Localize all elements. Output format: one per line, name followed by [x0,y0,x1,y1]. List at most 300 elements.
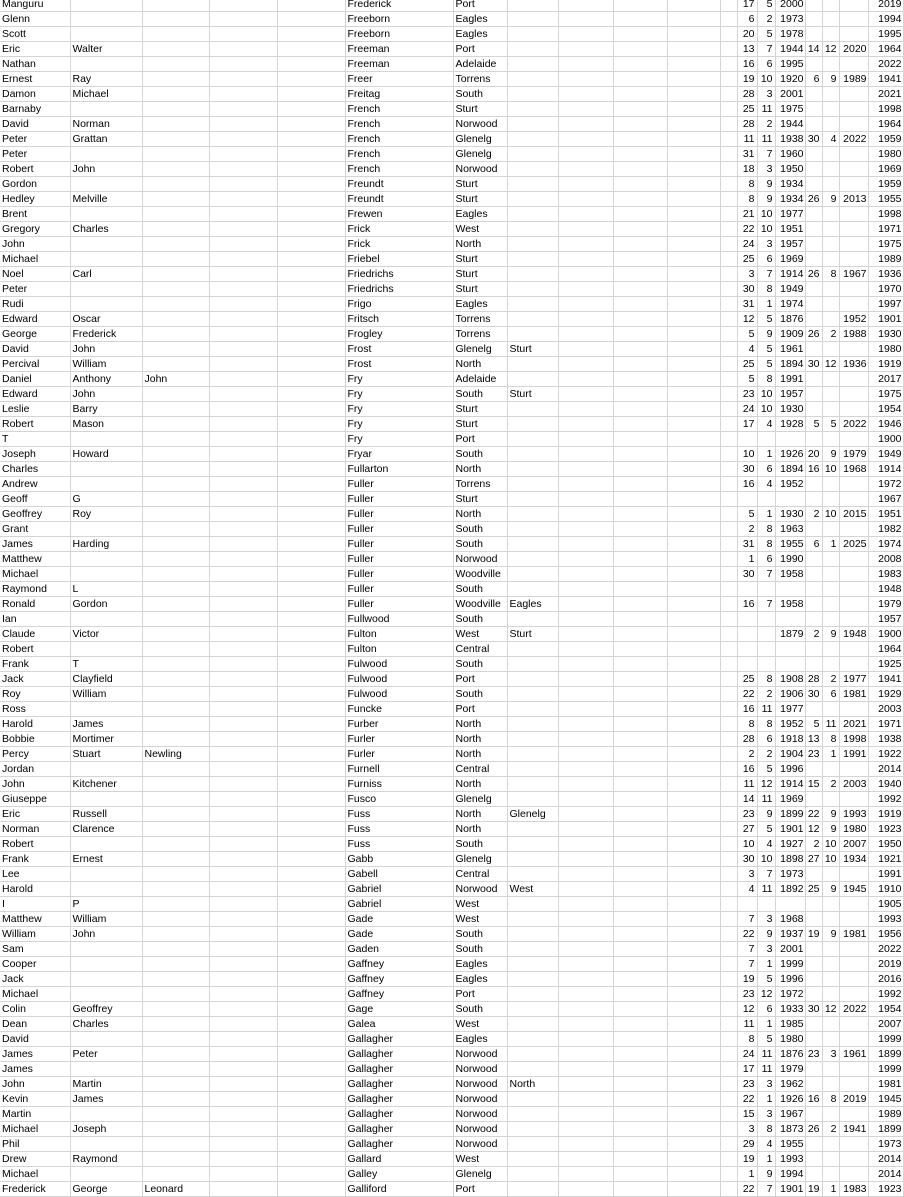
cell[interactable] [277,162,345,177]
cell[interactable]: 1992 [868,792,903,807]
cell[interactable]: Jack [0,672,70,687]
cell[interactable] [558,1137,613,1152]
cell[interactable] [839,162,868,177]
cell[interactable] [805,567,822,582]
cell[interactable] [558,882,613,897]
cell[interactable] [507,417,558,432]
cell[interactable] [805,342,822,357]
cell[interactable] [805,87,822,102]
cell[interactable]: 10 [757,72,775,87]
cell[interactable]: Fuller [345,492,453,507]
cell[interactable]: 26 [805,267,822,282]
cell[interactable]: 10 [757,387,775,402]
cell[interactable]: 1955 [775,1137,805,1152]
cell[interactable]: Jordan [0,762,70,777]
cell[interactable]: 10 [757,222,775,237]
cell[interactable]: 12 [822,357,839,372]
cell[interactable] [142,1047,209,1062]
cell[interactable]: 2001 [775,942,805,957]
cell[interactable] [209,282,277,297]
cell[interactable] [775,642,805,657]
cell[interactable]: 9 [757,327,775,342]
cell[interactable]: 1983 [868,567,903,582]
cell[interactable] [558,12,613,27]
cell[interactable] [667,12,720,27]
cell[interactable] [667,237,720,252]
cell[interactable] [507,582,558,597]
cell[interactable]: Fuller [345,582,453,597]
cell[interactable]: Fuller [345,507,453,522]
cell[interactable]: 1969 [868,162,903,177]
cell[interactable]: 9 [757,807,775,822]
cell[interactable]: South [453,87,507,102]
cell[interactable]: 27 [737,822,757,837]
cell[interactable] [720,162,737,177]
cell[interactable]: 1930 [775,402,805,417]
cell[interactable]: Frogley [345,327,453,342]
cell[interactable] [558,792,613,807]
cell[interactable] [209,1047,277,1062]
cell[interactable]: Gordon [0,177,70,192]
cell[interactable]: 1980 [868,342,903,357]
cell[interactable] [507,1167,558,1182]
cell[interactable] [822,297,839,312]
cell[interactable]: Peter [70,1047,142,1062]
cell[interactable] [720,12,737,27]
cell[interactable]: Robert [0,837,70,852]
cell[interactable]: French [345,117,453,132]
cell[interactable] [613,927,667,942]
cell[interactable] [613,117,667,132]
cell[interactable] [839,702,868,717]
cell[interactable] [667,87,720,102]
cell[interactable]: South [453,942,507,957]
cell[interactable] [209,657,277,672]
cell[interactable]: 1968 [775,912,805,927]
cell[interactable] [558,1182,613,1197]
cell[interactable] [613,447,667,462]
cell[interactable]: 12 [737,312,757,327]
cell[interactable] [507,192,558,207]
cell[interactable] [142,867,209,882]
cell[interactable]: Glenelg [453,1167,507,1182]
cell[interactable]: Fuller [345,522,453,537]
cell[interactable]: Gallagher [345,1062,453,1077]
cell[interactable] [613,852,667,867]
cell[interactable] [142,1167,209,1182]
cell[interactable] [613,732,667,747]
cell[interactable]: 10 [822,837,839,852]
cell[interactable] [805,402,822,417]
cell[interactable] [839,762,868,777]
cell[interactable] [667,57,720,72]
cell[interactable] [822,312,839,327]
cell[interactable] [839,342,868,357]
cell[interactable] [70,462,142,477]
cell[interactable]: 3 [737,1122,757,1137]
cell[interactable] [775,657,805,672]
cell[interactable] [507,867,558,882]
cell[interactable] [507,282,558,297]
cell[interactable] [720,792,737,807]
cell[interactable] [667,822,720,837]
cell[interactable]: 2 [757,117,775,132]
cell[interactable]: 7 [757,147,775,162]
cell[interactable] [805,642,822,657]
cell[interactable] [805,222,822,237]
cell[interactable]: 1973 [775,12,805,27]
cell[interactable] [822,12,839,27]
cell[interactable] [667,132,720,147]
cell[interactable] [209,207,277,222]
cell[interactable]: 1985 [775,1017,805,1032]
cell[interactable]: Eagles [453,207,507,222]
cell[interactable]: 30 [737,852,757,867]
cell[interactable]: Edward [0,387,70,402]
cell[interactable] [558,492,613,507]
cell[interactable]: 5 [757,972,775,987]
cell[interactable]: 1945 [868,1092,903,1107]
cell[interactable]: Sturt [453,402,507,417]
cell[interactable] [822,552,839,567]
cell[interactable] [667,762,720,777]
cell[interactable]: 9 [757,177,775,192]
cell[interactable] [70,1032,142,1047]
cell[interactable]: 2000 [775,0,805,12]
cell[interactable] [613,1152,667,1167]
cell[interactable] [720,507,737,522]
cell[interactable]: Percy [0,747,70,762]
cell[interactable]: 1926 [775,447,805,462]
cell[interactable]: Frigo [345,297,453,312]
cell[interactable] [613,657,667,672]
cell[interactable] [667,582,720,597]
cell[interactable]: 1922 [868,747,903,762]
cell[interactable] [558,177,613,192]
cell[interactable] [805,867,822,882]
cell[interactable] [667,567,720,582]
cell[interactable] [507,642,558,657]
cell[interactable] [558,942,613,957]
cell[interactable] [558,702,613,717]
cell[interactable] [209,1092,277,1107]
cell[interactable] [277,192,345,207]
cell[interactable] [277,807,345,822]
cell[interactable]: Woodville [453,597,507,612]
cell[interactable] [613,837,667,852]
cell[interactable] [805,522,822,537]
cell[interactable]: John [0,1077,70,1092]
cell[interactable] [720,747,737,762]
cell[interactable] [209,717,277,732]
cell[interactable]: Jack [0,972,70,987]
cell[interactable]: 16 [737,57,757,72]
cell[interactable] [822,282,839,297]
cell[interactable]: 1914 [775,267,805,282]
cell[interactable] [667,42,720,57]
cell[interactable]: 3 [737,267,757,282]
cell[interactable] [613,942,667,957]
cell[interactable]: Friedrichs [345,282,453,297]
cell[interactable] [839,987,868,1002]
cell[interactable] [209,0,277,12]
cell[interactable]: 14 [737,792,757,807]
cell[interactable] [613,357,667,372]
cell[interactable] [667,267,720,282]
cell[interactable] [142,12,209,27]
cell[interactable]: 5 [757,762,775,777]
cell[interactable] [277,912,345,927]
cell[interactable]: 19 [805,927,822,942]
cell[interactable]: Harding [70,537,142,552]
cell[interactable] [209,672,277,687]
cell[interactable]: 9 [822,192,839,207]
cell[interactable] [209,237,277,252]
cell[interactable]: 1930 [868,327,903,342]
cell[interactable]: 7 [757,867,775,882]
cell[interactable] [839,27,868,42]
cell[interactable] [839,612,868,627]
cell[interactable]: South [453,687,507,702]
cell[interactable] [142,462,209,477]
cell[interactable]: Galliford [345,1182,453,1197]
cell[interactable] [209,387,277,402]
cell[interactable]: Eric [0,42,70,57]
cell[interactable] [277,132,345,147]
cell[interactable] [720,252,737,267]
cell[interactable]: George [70,1182,142,1197]
cell[interactable] [507,942,558,957]
cell[interactable]: 1934 [839,852,868,867]
cell[interactable]: Gallagher [345,1122,453,1137]
cell[interactable]: P [70,897,142,912]
cell[interactable]: William [0,927,70,942]
cell[interactable]: 28 [737,87,757,102]
cell[interactable]: 1999 [868,1062,903,1077]
cell[interactable] [720,147,737,162]
cell[interactable] [805,912,822,927]
cell[interactable]: 1952 [775,477,805,492]
cell[interactable] [70,102,142,117]
cell[interactable]: 8 [757,1122,775,1137]
cell[interactable] [209,702,277,717]
cell[interactable]: Norwood [453,117,507,132]
cell[interactable] [507,162,558,177]
cell[interactable] [839,207,868,222]
cell[interactable]: 2 [822,327,839,342]
cell[interactable]: 28 [737,117,757,132]
cell[interactable] [839,87,868,102]
cell[interactable] [142,687,209,702]
cell[interactable]: Norwood [453,162,507,177]
cell[interactable] [209,102,277,117]
cell[interactable]: Glenelg [453,852,507,867]
cell[interactable]: 1894 [775,357,805,372]
cell[interactable]: 1993 [775,1152,805,1167]
cell[interactable] [667,1152,720,1167]
cell[interactable] [142,822,209,837]
cell[interactable]: Sturt [453,177,507,192]
cell[interactable]: Sturt [453,282,507,297]
cell[interactable]: 3 [757,162,775,177]
cell[interactable]: 1956 [868,927,903,942]
cell[interactable] [839,252,868,267]
cell[interactable] [209,972,277,987]
cell[interactable] [558,1122,613,1137]
cell[interactable]: Mortimer [70,732,142,747]
cell[interactable]: 23 [805,1047,822,1062]
cell[interactable] [822,792,839,807]
cell[interactable]: 1906 [775,687,805,702]
cell[interactable]: 1964 [868,117,903,132]
cell[interactable] [277,762,345,777]
cell[interactable]: 16 [737,762,757,777]
cell[interactable]: 1970 [868,282,903,297]
cell[interactable] [613,312,667,327]
cell[interactable] [277,432,345,447]
cell[interactable] [209,1137,277,1152]
cell[interactable] [209,567,277,582]
cell[interactable]: 2 [757,747,775,762]
cell[interactable] [507,0,558,12]
cell[interactable] [507,1062,558,1077]
cell[interactable] [558,282,613,297]
cell[interactable] [142,1017,209,1032]
cell[interactable] [805,597,822,612]
cell[interactable]: 2 [805,507,822,522]
cell[interactable]: Charles [0,462,70,477]
cell[interactable]: 22 [737,687,757,702]
cell[interactable]: Damon [0,87,70,102]
cell[interactable] [277,957,345,972]
cell[interactable] [839,477,868,492]
cell[interactable] [277,672,345,687]
cell[interactable] [277,177,345,192]
cell[interactable]: Michael [70,87,142,102]
cell[interactable]: 1963 [775,522,805,537]
cell[interactable]: 11 [757,702,775,717]
cell[interactable] [805,762,822,777]
cell[interactable]: George [0,327,70,342]
cell[interactable] [720,657,737,672]
cell[interactable]: Fuller [345,567,453,582]
cell[interactable]: 11 [737,777,757,792]
cell[interactable] [142,1032,209,1047]
cell[interactable]: Fry [345,372,453,387]
cell[interactable] [209,372,277,387]
cell[interactable] [667,342,720,357]
cell[interactable]: 8 [737,717,757,732]
cell[interactable]: Glenelg [507,807,558,822]
cell[interactable]: Sturt [507,387,558,402]
cell[interactable] [142,282,209,297]
cell[interactable]: Robert [0,642,70,657]
cell[interactable] [70,477,142,492]
cell[interactable] [277,1047,345,1062]
cell[interactable] [507,267,558,282]
cell[interactable] [142,132,209,147]
cell[interactable] [507,717,558,732]
cell[interactable] [720,1062,737,1077]
cell[interactable] [558,222,613,237]
cell[interactable]: Grant [0,522,70,537]
cell[interactable] [142,477,209,492]
cell[interactable]: Frick [345,237,453,252]
cell[interactable] [667,492,720,507]
cell[interactable] [613,297,667,312]
cell[interactable] [277,1122,345,1137]
cell[interactable] [507,957,558,972]
cell[interactable] [142,612,209,627]
cell[interactable]: 1933 [775,1002,805,1017]
cell[interactable] [142,237,209,252]
cell[interactable]: 2008 [868,552,903,567]
cell[interactable] [720,717,737,732]
cell[interactable] [558,432,613,447]
cell[interactable]: 1898 [775,852,805,867]
cell[interactable]: Freeman [345,57,453,72]
cell[interactable]: Frederick [345,0,453,12]
cell[interactable] [720,687,737,702]
cell[interactable] [720,342,737,357]
cell[interactable]: 8 [757,672,775,687]
cell[interactable] [558,552,613,567]
cell[interactable]: Gallard [345,1152,453,1167]
cell[interactable] [613,627,667,642]
cell[interactable] [277,1182,345,1197]
cell[interactable]: 1873 [775,1122,805,1137]
cell[interactable] [277,1077,345,1092]
cell[interactable] [737,432,757,447]
cell[interactable]: Daniel [0,372,70,387]
cell[interactable]: 1901 [775,1182,805,1197]
cell[interactable]: Central [453,642,507,657]
cell[interactable]: Freitag [345,87,453,102]
cell[interactable]: 25 [737,252,757,267]
cell[interactable]: Eagles [453,957,507,972]
cell[interactable]: Freundt [345,192,453,207]
cell[interactable] [775,582,805,597]
cell[interactable] [142,417,209,432]
cell[interactable]: 1940 [868,777,903,792]
cell[interactable]: Manguru [0,0,70,12]
cell[interactable] [613,687,667,702]
cell[interactable]: 1958 [775,597,805,612]
cell[interactable] [142,222,209,237]
cell[interactable] [667,1002,720,1017]
cell[interactable]: Walter [70,42,142,57]
cell[interactable] [507,102,558,117]
cell[interactable]: 1938 [775,132,805,147]
cell[interactable] [277,117,345,132]
cell[interactable]: 5 [757,27,775,42]
cell[interactable] [558,837,613,852]
cell[interactable] [839,792,868,807]
cell[interactable] [70,297,142,312]
cell[interactable] [822,957,839,972]
cell[interactable]: 2019 [868,957,903,972]
cell[interactable]: Hedley [0,192,70,207]
cell[interactable] [667,372,720,387]
cell[interactable]: 1992 [868,987,903,1002]
cell[interactable]: 1905 [868,897,903,912]
cell[interactable]: Freer [345,72,453,87]
cell[interactable]: 1991 [868,867,903,882]
cell[interactable] [277,507,345,522]
cell[interactable] [209,612,277,627]
cell[interactable] [775,897,805,912]
cell[interactable]: 1944 [775,117,805,132]
